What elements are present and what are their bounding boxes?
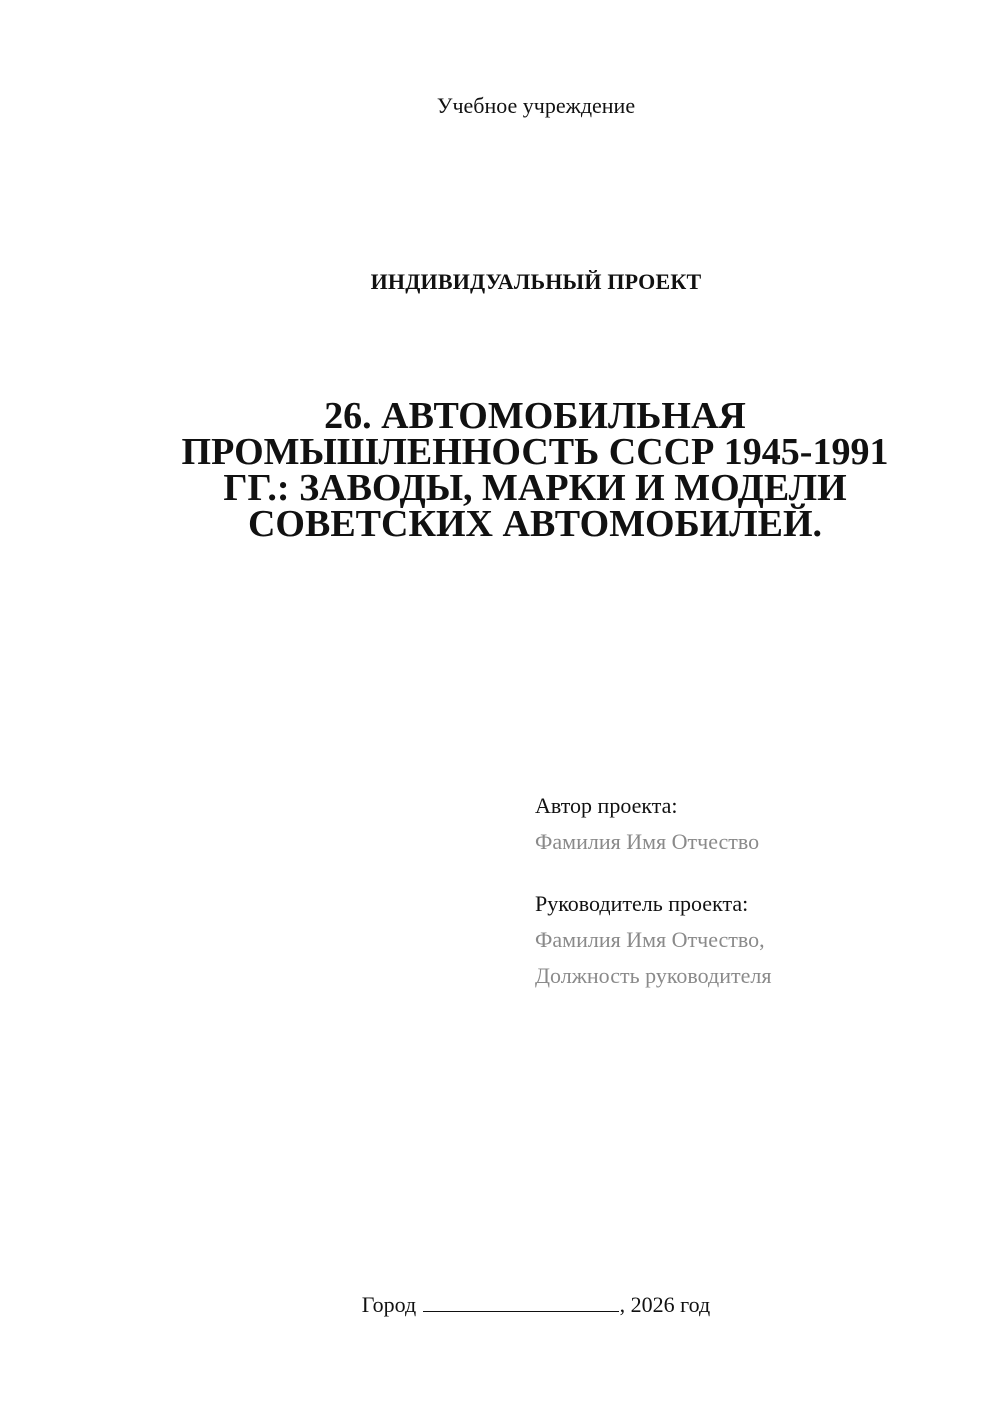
title-line: СОВЕТСКИХ АВТОМОБИЛЕЙ. [247,503,823,545]
year-text: , 2026 год [619,1292,711,1317]
city-label: Город [361,1292,417,1317]
supervisor-name: Фамилия Имя Отчество, [535,927,765,952]
title-line: ПРОМЫШЛЕННОСТЬ СССР 1945-1991 [181,431,889,473]
city-year-line [0,1290,1000,1320]
institution-name: Учебное учреждение [436,93,636,118]
project-title [160,395,910,545]
author-name: Фамилия Имя Отчество [535,829,760,854]
document-type: ИНДИВИДУАЛЬНЫЙ ПРОЕКТ [370,269,702,294]
project-credits [535,788,771,994]
title-line: ГГ.: ЗАВОДЫ, МАРКИ И МОДЕЛИ [223,467,847,509]
city-blank-line [423,1291,619,1312]
supervisor-label: Руководитель проекта: [535,891,749,916]
author-label: Автор проекта: [535,793,678,818]
supervisor-position: Должность руководителя [535,963,772,988]
title-line: 26. АВТОМОБИЛЬНАЯ [324,395,746,437]
